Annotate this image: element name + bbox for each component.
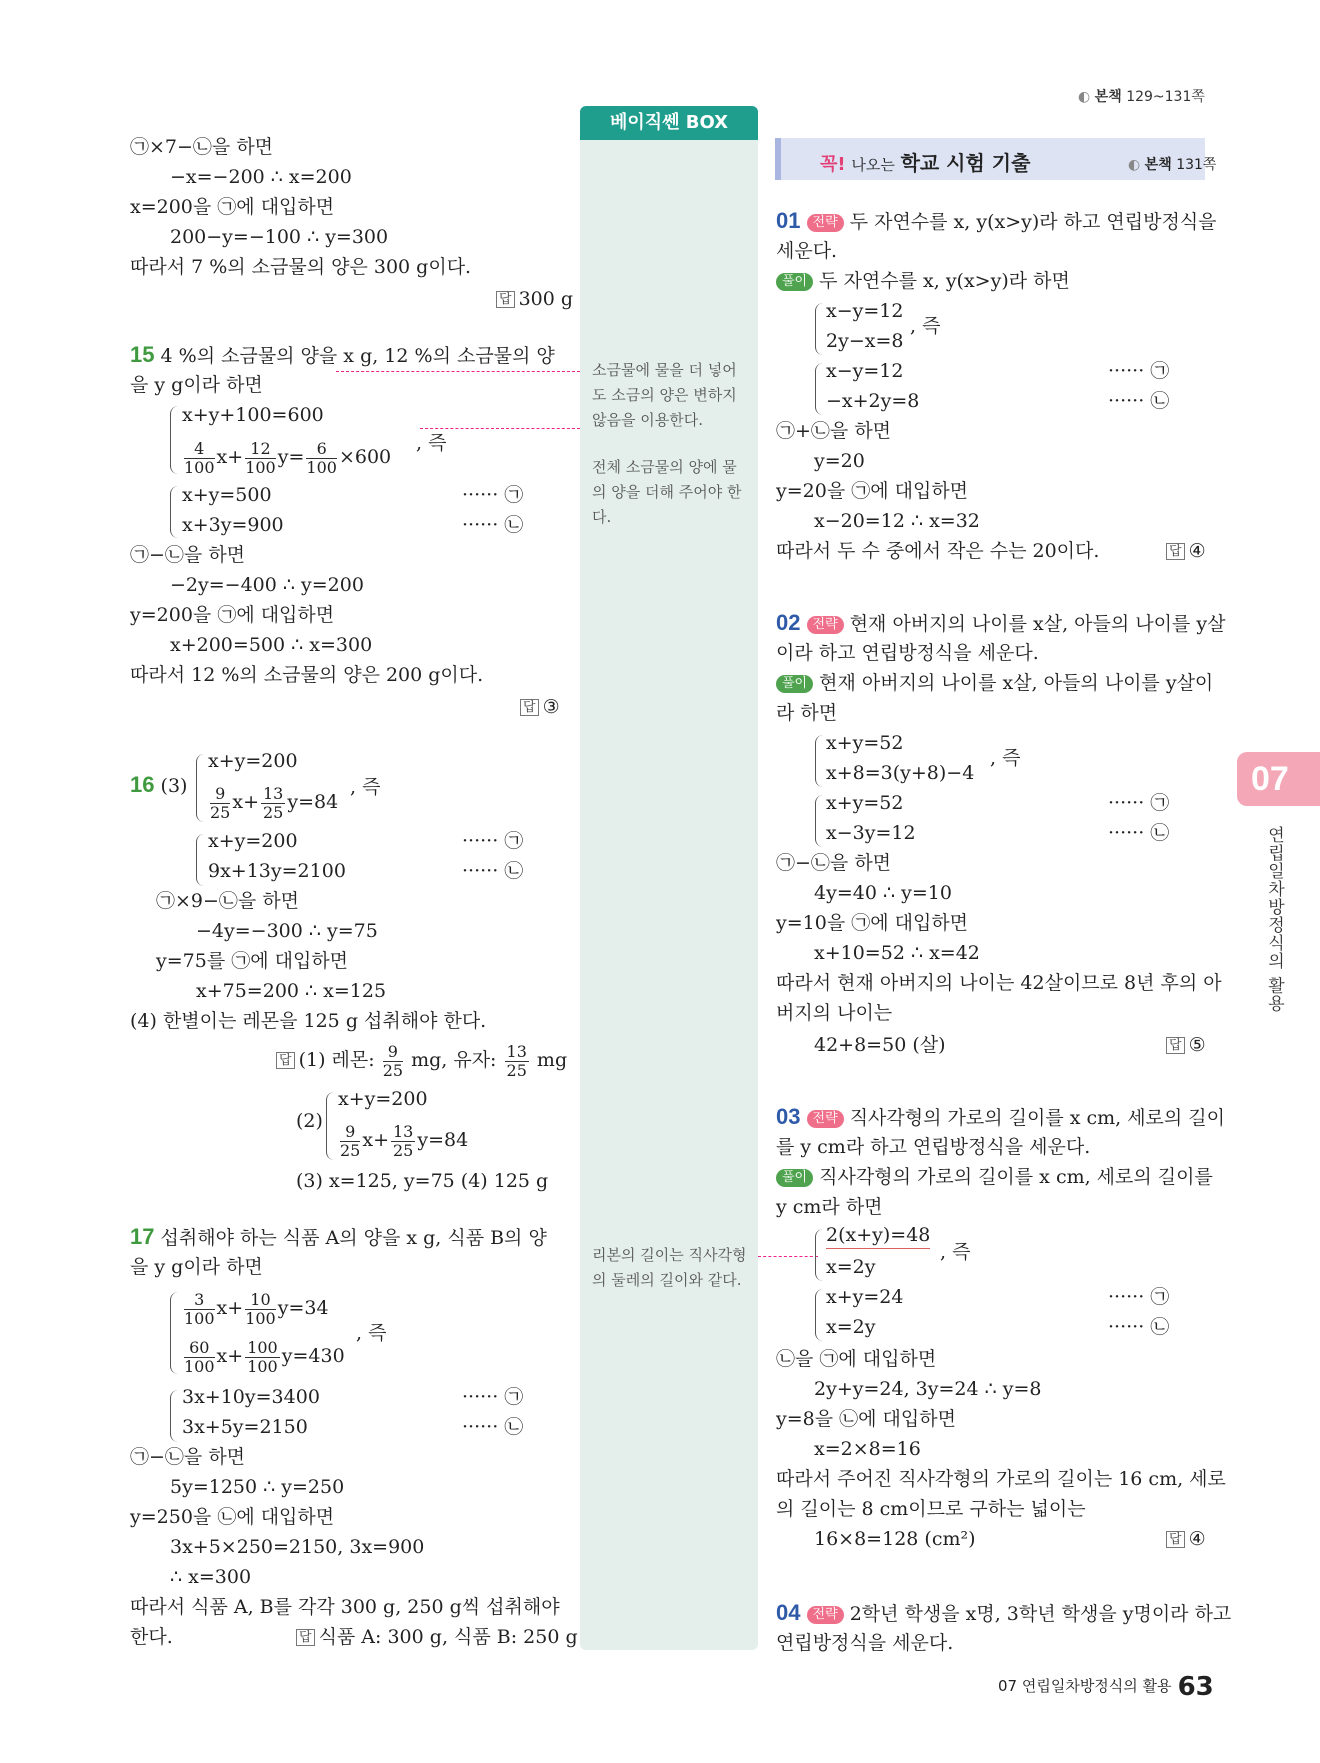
text-line: 따라서 식품 A, B를 각각 300 g, 250 g씩 섭취해야 xyxy=(130,1596,560,1618)
page-number: 63 xyxy=(1177,1672,1214,1702)
text-line: 따라서 7 %의 소금물의 양은 300 g이다. xyxy=(130,256,472,278)
answer-icon: 답 xyxy=(276,1052,295,1069)
text-line: −x=−200 ∴ x=200 xyxy=(170,166,352,188)
answer: 답 ⑤ xyxy=(1166,1030,1206,1061)
margin-note-2: 전체 소금물의 양에 물의 양을 더해 주어야 한다. xyxy=(592,458,742,526)
section-title: 꼭! 나오는 학교 시험 기출 xyxy=(820,151,1031,175)
text-line: x=200을 ㉠에 대입하면 xyxy=(130,196,335,218)
equation-connector: , 즉 xyxy=(940,1241,971,1263)
text-line: y=10을 ㉠에 대입하면 xyxy=(776,912,969,934)
header-ref: ◐ 본책 129~131쪽 xyxy=(1078,89,1205,105)
answer-icon: 답 xyxy=(1166,1531,1185,1548)
text-line: 를 y cm라 하고 연립방정식을 세운다. xyxy=(776,1136,1091,1158)
equation: 2(x+y)=48 xyxy=(826,1222,930,1249)
text-line: −4y=−300 ∴ y=75 xyxy=(196,920,378,942)
equation-label: ······ ㉠ xyxy=(462,830,524,852)
equation: 9x+13y=2100 xyxy=(208,860,346,882)
text-line: 이라 하고 연립방정식을 세운다. xyxy=(776,642,1039,664)
text-line: ㉠×7−㉡을 하면 xyxy=(130,136,274,158)
equation-brace xyxy=(815,1229,823,1281)
book-icon: ◐ xyxy=(1078,89,1091,105)
equation-brace xyxy=(170,1292,178,1374)
text-line: 을 y g이라 하면 xyxy=(130,1256,263,1278)
equation-brace xyxy=(170,406,178,474)
equation: x+y=52 xyxy=(826,732,904,754)
page-footer xyxy=(998,1672,1214,1702)
problem-15-heading: 15 4 %의 소금물의 양을 x g, 12 %의 소금물의 양 xyxy=(130,342,555,367)
equation-connector: , 즉 xyxy=(910,315,941,337)
text-line: 따라서 12 %의 소금물의 양은 200 g이다. xyxy=(130,664,484,686)
text-line: ㉠−㉡을 하면 xyxy=(776,852,892,874)
equation: x+8=3(y+8)−4 xyxy=(826,762,975,784)
equation-label: ······ ㉡ xyxy=(462,514,524,536)
text-line: ㉠−㉡을 하면 xyxy=(130,544,246,566)
equation: x=2y xyxy=(826,1316,876,1338)
text-line: y=20을 ㉠에 대입하면 xyxy=(776,480,969,502)
equation: $\frac{60}{100}$ x+ $\frac{100}{100}$ y=430 xyxy=(184,1337,345,1376)
problem-17-heading: 17 섭취해야 하는 식품 A의 양을 x g, 식품 B의 양 xyxy=(130,1224,547,1249)
text-line: 을 y g이라 하면 xyxy=(130,374,263,396)
text-line: −2y=−400 ∴ y=200 xyxy=(170,574,364,596)
text-line: ∴ x=300 xyxy=(170,1566,252,1588)
equation: x+3y=900 xyxy=(182,514,284,536)
equation-label: ······ ㉠ xyxy=(1108,360,1170,382)
section-ref: ◐ 본책 131쪽 xyxy=(1128,157,1217,173)
question-04-heading: 04 전략 2학년 학생을 x명, 3학년 학생을 y명이라 하고 xyxy=(776,1600,1232,1625)
answer-part: (2) xyxy=(296,1110,323,1132)
text-line: 세운다. xyxy=(776,240,838,262)
text-line: ㉡을 ㉠에 대입하면 xyxy=(776,1348,937,1370)
text-line: x=2×8=16 xyxy=(814,1438,921,1460)
equation: x+y=500 xyxy=(182,484,272,506)
text-line: 의 길이는 8 cm이므로 구하는 넓이는 xyxy=(776,1498,1086,1520)
text-line: 따라서 현재 아버지의 나이는 42살이므로 8년 후의 아 xyxy=(776,972,1222,994)
text-line: 한다. xyxy=(130,1626,173,1648)
equation: x+y+100=600 xyxy=(182,404,324,426)
equation-label: ······ ㉠ xyxy=(462,484,524,506)
equation: x+y=200 xyxy=(338,1088,428,1110)
equation: x+y=24 xyxy=(826,1286,904,1308)
equation-connector: , 즉 xyxy=(356,1322,387,1344)
text-line: 버지의 나이는 xyxy=(776,1002,893,1024)
equation-connector: , 즉 xyxy=(350,776,381,798)
equation-label: ······ ㉠ xyxy=(1108,792,1170,814)
equation-brace xyxy=(170,486,178,538)
answer-icon: 답 xyxy=(296,1629,315,1646)
answer-part: (3) x=125, y=75 (4) 125 g xyxy=(296,1170,549,1192)
equation-label: ······ ㉡ xyxy=(1108,822,1170,844)
text-line: y=8을 ㉡에 대입하면 xyxy=(776,1408,956,1430)
footer-chapter-title: 07 연립일차방정식의 활용 xyxy=(998,1677,1172,1695)
solution-line: 풀이 현재 아버지의 나이를 x살, 아들의 나이를 y살이 xyxy=(776,668,1213,698)
chapter-side-title: 연립일차방정식의 활용 xyxy=(1264,826,1284,1013)
equation: 3x+5y=2150 xyxy=(182,1416,308,1438)
equation-label: ······ ㉡ xyxy=(462,1416,524,1438)
equation: x=2y xyxy=(826,1256,876,1278)
text-line: ㉠−㉡을 하면 xyxy=(130,1446,246,1468)
margin-note-1: 소금물에 물을 더 넣어도 소금의 양은 변하지 않음을 이용한다. xyxy=(592,361,737,429)
text-line: 라 하면 xyxy=(776,702,838,724)
equation: x+y=200 xyxy=(208,830,298,852)
equation: x+y=52 xyxy=(826,792,904,814)
equation-brace xyxy=(815,363,823,415)
answer: 답 ④ xyxy=(1166,1524,1206,1555)
text-line: y=75를 ㉠에 대입하면 xyxy=(156,950,349,972)
equation: x−3y=12 xyxy=(826,822,916,844)
question-01-heading: 01 전략 두 자연수를 x, y(x>y)라 하고 연립방정식을 xyxy=(776,208,1217,233)
answer-icon: 답 xyxy=(496,291,515,308)
text-line: ㉠+㉡을 하면 xyxy=(776,420,892,442)
question-03-heading: 03 전략 직사각형의 가로의 길이를 x cm, 세로의 길이 xyxy=(776,1104,1226,1129)
problem-16-heading: 16 (3) xyxy=(130,772,188,797)
equation-brace xyxy=(326,1092,334,1160)
text-line: 따라서 두 수 중에서 작은 수는 20이다. xyxy=(776,540,1100,562)
text-line: x−20=12 ∴ x=32 xyxy=(814,510,980,532)
answer: 답 ④ xyxy=(1166,536,1206,567)
equation-brace xyxy=(815,795,823,847)
equation-label: ······ ㉡ xyxy=(462,860,524,882)
text-line: 4y=40 ∴ y=10 xyxy=(814,882,952,904)
equation: x−y=12 xyxy=(826,300,904,322)
basic-box-label: 베이직쎈 BOX xyxy=(580,106,758,140)
text-line: y=20 xyxy=(814,450,865,472)
equation-connector: , 즉 xyxy=(416,432,447,454)
question-02-heading: 02 전략 현재 아버지의 나이를 x살, 아들의 나이를 y살 xyxy=(776,610,1226,635)
text-line: x+200=500 ∴ x=300 xyxy=(170,634,373,656)
equation: x−y=12 xyxy=(826,360,904,382)
solution-line: 풀이 직사각형의 가로의 길이를 x cm, 세로의 길이를 xyxy=(776,1162,1213,1192)
equation: 3x+10y=3400 xyxy=(182,1386,320,1408)
text-line: 연립방정식을 세운다. xyxy=(776,1632,954,1654)
answer-icon: 답 xyxy=(520,699,539,716)
text-line: y=250을 ㉡에 대입하면 xyxy=(130,1506,335,1528)
equation-label: ······ ㉡ xyxy=(1108,1316,1170,1338)
text-line: 2y+y=24, 3y=24 ∴ y=8 xyxy=(814,1378,1042,1400)
answer: 답 식품 A: 300 g, 식품 B: 250 g xyxy=(296,1622,578,1653)
equation-brace xyxy=(196,754,204,822)
margin-note-3: 리본의 길이는 직사각형의 둘레의 길이와 같다. xyxy=(592,1246,747,1289)
equation-connector: , 즉 xyxy=(990,747,1021,769)
basic-box-column xyxy=(580,108,758,1650)
equation: x+y=200 xyxy=(208,750,298,772)
text-line: x+10=52 ∴ x=42 xyxy=(814,942,980,964)
equation: −x+2y=8 xyxy=(826,390,920,412)
equation-brace xyxy=(815,303,823,355)
text-line: (4) 한별이는 레몬을 125 g 섭취해야 한다. xyxy=(130,1010,487,1032)
note-connector-3 xyxy=(758,1256,818,1257)
text-line: x+75=200 ∴ x=125 xyxy=(196,980,387,1002)
text-line: 3x+5×250=2150, 3x=900 xyxy=(170,1536,425,1558)
equation-label: ······ ㉠ xyxy=(1108,1286,1170,1308)
equation-label: ······ ㉡ xyxy=(1108,390,1170,412)
answer: 답 (1) 레몬: $\frac{9}{25}$ mg, 유자: $\frac{13}{25}$ mg xyxy=(276,1040,567,1081)
book-icon: ◐ xyxy=(1128,157,1141,173)
equation-brace xyxy=(170,1390,178,1442)
equation-brace xyxy=(815,735,823,787)
note-connector-1 xyxy=(336,371,580,372)
answer: 답 ③ xyxy=(520,692,560,723)
equation: $\frac{9}{25}$ x+ $\frac{13}{25}$ y=84 xyxy=(340,1121,469,1160)
equation-label: ······ ㉠ xyxy=(462,1386,524,1408)
text-line: y cm라 하면 xyxy=(776,1196,883,1218)
chapter-tab: 07 xyxy=(1237,752,1320,806)
equation: $\frac{4}{100}$ x+ $\frac{12}{100}$ y= $\frac{6}{100}$ ×600 xyxy=(184,438,392,477)
text-line: 42+8=50 (살) xyxy=(814,1034,946,1056)
text-line: y=200을 ㉠에 대입하면 xyxy=(130,604,335,626)
equation: $\frac{9}{25}$ x+ $\frac{13}{25}$ y=84 xyxy=(210,783,339,822)
equation: 2y−x=8 xyxy=(826,330,904,352)
equation-brace xyxy=(815,1289,823,1341)
answer: 답 300 g xyxy=(496,284,573,315)
text-line: 16×8=128 (cm²) xyxy=(814,1528,976,1550)
answer-icon: 답 xyxy=(1166,1037,1185,1054)
solution-line: 풀이 두 자연수를 x, y(x>y)라 하면 xyxy=(776,266,1070,296)
equation: $\frac{3}{100}$ x+ $\frac{10}{100}$ y=34 xyxy=(184,1289,329,1328)
text-line: ㉠×9−㉡을 하면 xyxy=(156,890,300,912)
text-line: 5y=1250 ∴ y=250 xyxy=(170,1476,345,1498)
text-line: 따라서 주어진 직사각형의 가로의 길이는 16 cm, 세로 xyxy=(776,1468,1226,1490)
text-line: 200−y=−100 ∴ y=300 xyxy=(170,226,389,248)
equation-brace xyxy=(196,834,204,886)
answer-icon: 답 xyxy=(1166,543,1185,560)
